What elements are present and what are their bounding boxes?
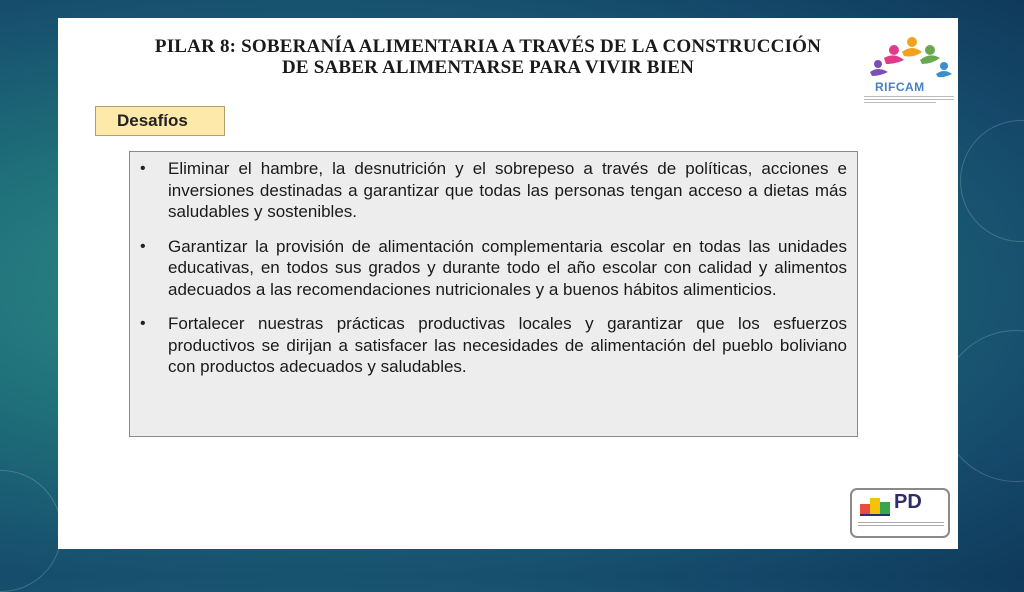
bullet-marker: • [140, 160, 146, 177]
bullet-text: Garantizar la provisión de alimentación complementaria escolar en todas las unidades educativas, en todos sus grados y durante todo el año escolar con calidad y alimentos adecuados a las recomendaciones nutricionales y a buenos hábitos alimenticios. [168, 236, 847, 299]
rifcam-logo-subtitle-lines [864, 94, 954, 103]
pd-logo-text: PD [894, 491, 922, 513]
rifcam-logo-text: RIFCAM [875, 80, 925, 94]
pd-logo-subtitle-lines [858, 519, 944, 526]
slide [58, 18, 958, 549]
background-circle-left [0, 470, 62, 592]
section-tag-desafios: Desafíos [95, 106, 225, 136]
bullet-text: Fortalecer nuestras prácticas productivas locales y garantizar que los esfuerzos productivos se dirijan a satisfacer las necesidades de alimentación del pueblo boliviano con productos adecuados y saludables. [168, 314, 847, 376]
title-line-1: PILAR 8: SOBERANÍA ALIMENTARIA A TRAVÉS DE LA CONSTRUCCIÓN [154, 36, 822, 57]
bullet-marker: • [140, 237, 146, 255]
bullet-marker: • [140, 315, 146, 332]
challenges-box [129, 151, 858, 437]
list-item [140, 313, 847, 378]
pd-logo-icon [858, 492, 898, 518]
bullet-text: Eliminar el hambre, la desnutrición y el sobrepeso a través de políticas, acciones e inversiones destinadas a garantizar que todas las personas tengan acceso a dietas más saludables y sostenibles. [168, 159, 847, 221]
pd-logo [850, 488, 950, 538]
background-circle-right [960, 120, 1024, 242]
rifcam-logo-icon [864, 28, 956, 120]
title-line-2: DE SABER ALIMENTARSE PARA VIVIR BIEN [281, 57, 695, 78]
list-item [140, 236, 847, 301]
slide-title [58, 36, 918, 78]
list-item [140, 158, 847, 223]
